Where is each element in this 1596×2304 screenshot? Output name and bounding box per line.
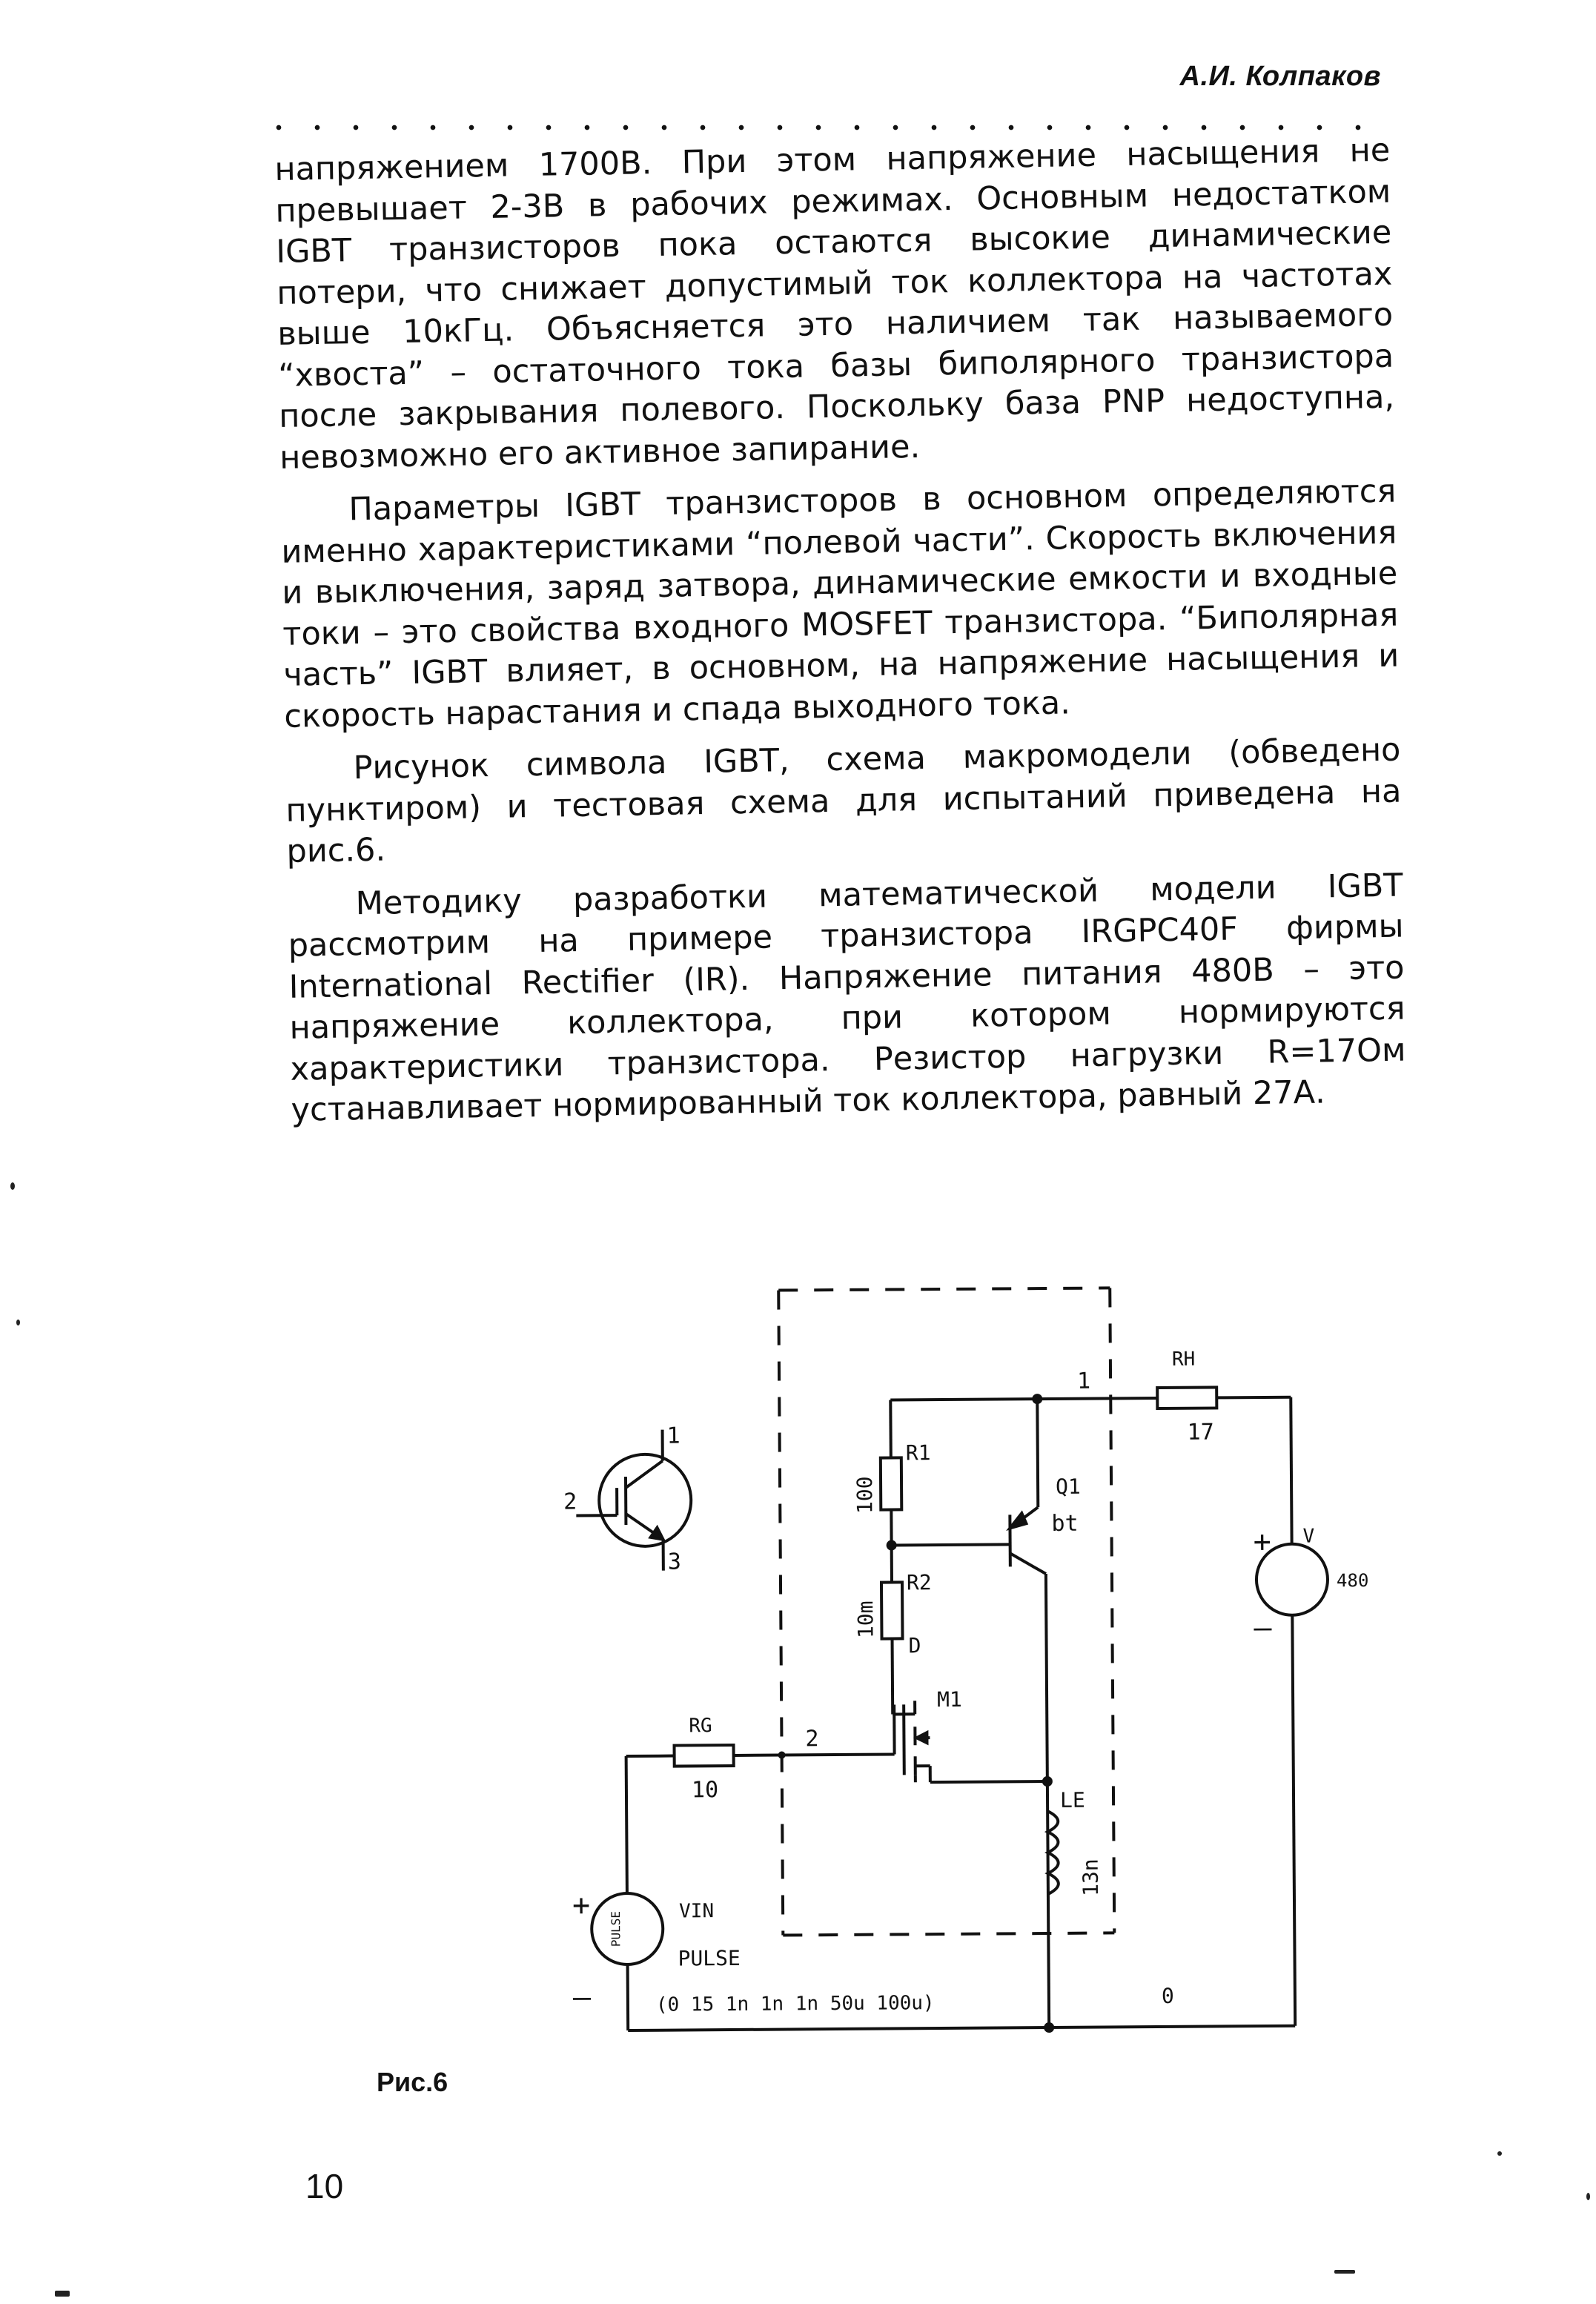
vin-pulse-symbol-text: PULSE [609, 1910, 623, 1947]
resistor-rg-icon [675, 1745, 734, 1767]
m1-label: M1 [936, 1686, 962, 1712]
vin-label: VIN [678, 1900, 715, 1923]
q1-model: bt [1051, 1510, 1079, 1537]
body-text [274, 130, 1407, 1144]
scan-speck [1586, 2193, 1590, 2200]
node-2-label: 2 [805, 1726, 819, 1752]
v-plus-sign: + [1253, 1524, 1271, 1560]
v-minus-sign: – [1254, 1610, 1272, 1646]
dotted-rule [259, 125, 1394, 130]
scan-speck [1497, 2151, 1502, 2156]
running-header-author: А.И. Колпаков [1179, 61, 1381, 92]
d-label: D [908, 1633, 921, 1658]
scan-speck [55, 2291, 70, 2297]
rn-label: RН [1171, 1348, 1196, 1371]
r2-label: R2 [906, 1570, 932, 1595]
paragraph-2: Параметры IGBT транзисторов в основном определяются именно характеристиками “полевой части”. Скорость включения и выключения, заряд затвора, динамические емкости и входные токи – это свойства входного MOSFET транзистора. “Биполярная часть” IGBT влияет, в основном, на напряжение насыщения и скорость нарастания и спада выходного тока. [281, 472, 1400, 735]
vin-minus-sign: – [572, 1980, 592, 2015]
page-number: 10 [305, 2167, 344, 2205]
node-1-label: 1 [1076, 1368, 1091, 1394]
pin-1-label: 1 [666, 1423, 681, 1449]
le-value: 13n [1078, 1858, 1103, 1897]
scan-speck [16, 1320, 20, 1325]
paragraph-3: Рисунок символа IGBT, схема макромодели (обведено пунктиром) и тестовая схема для испытаний приведена на рис.6. [285, 731, 1402, 870]
macromodel-boundary [778, 1288, 1114, 1935]
circuit-diagram [519, 1260, 1399, 2052]
vin-plus-sign: + [572, 1888, 591, 1923]
mosfet-m1-icon [893, 1700, 1047, 1782]
scan-speck [1334, 2270, 1355, 2274]
figure-caption: Рис.6 [377, 2067, 448, 2097]
rg-label: RG [689, 1715, 712, 1738]
ground-node-label: 0 [1161, 1983, 1174, 2008]
scan-speck [10, 1182, 15, 1190]
resistor-r2-icon [881, 1582, 903, 1638]
figure-6-circuit [519, 1260, 1399, 2052]
paragraph-1: напряжением 1700В. При этом напряжение насыщения не превышает 2-3В в рабочих режимах. Основным недостатком IGBT транзисторов пока остаются высокие динамические потери, что снижает допустимый ток коллектора на частотах выше 10кГц. Объясняется это наличием так называемого “хвоста” – остаточного тока базы биполярного транзистора после закрывания полевого. Поскольку база PNP недоступна, невозможно его активное запирание. [274, 131, 1395, 477]
resistor-r1-icon [881, 1457, 901, 1509]
r1-value: 100 [852, 1476, 878, 1515]
rg-value: 10 [691, 1777, 719, 1804]
v-label: V [1302, 1525, 1315, 1548]
pulse-source-vin-icon [592, 1893, 663, 1965]
r2-value: 10m [853, 1600, 878, 1639]
paragraph-4: Методику разработки математической модели IGBT рассмотрим на примере транзистора IRGPC40F фирмы International Rectifier (IR). Напряжение питания 480В – это напряжение коллектора, при котором нормируются характеристики транзистора. Резистор нагрузки R=17Ом устанавливает нормированный ток коллектора, равный 27А. [288, 867, 1406, 1129]
q1-label: Q1 [1055, 1474, 1081, 1499]
pin-3-label: 3 [667, 1549, 681, 1575]
r1-label: R1 [905, 1440, 931, 1466]
pulse-params: (0 15 1n 1n 1n 50u 100u) [655, 1992, 935, 2016]
pulse-label: PULSE [678, 1945, 741, 1971]
le-label: LE [1059, 1787, 1085, 1813]
rn-value: 17 [1187, 1419, 1214, 1446]
pin-2-label: 2 [563, 1489, 577, 1515]
v-value: 480 [1336, 1570, 1369, 1592]
resistor-rn-icon [1157, 1387, 1216, 1408]
